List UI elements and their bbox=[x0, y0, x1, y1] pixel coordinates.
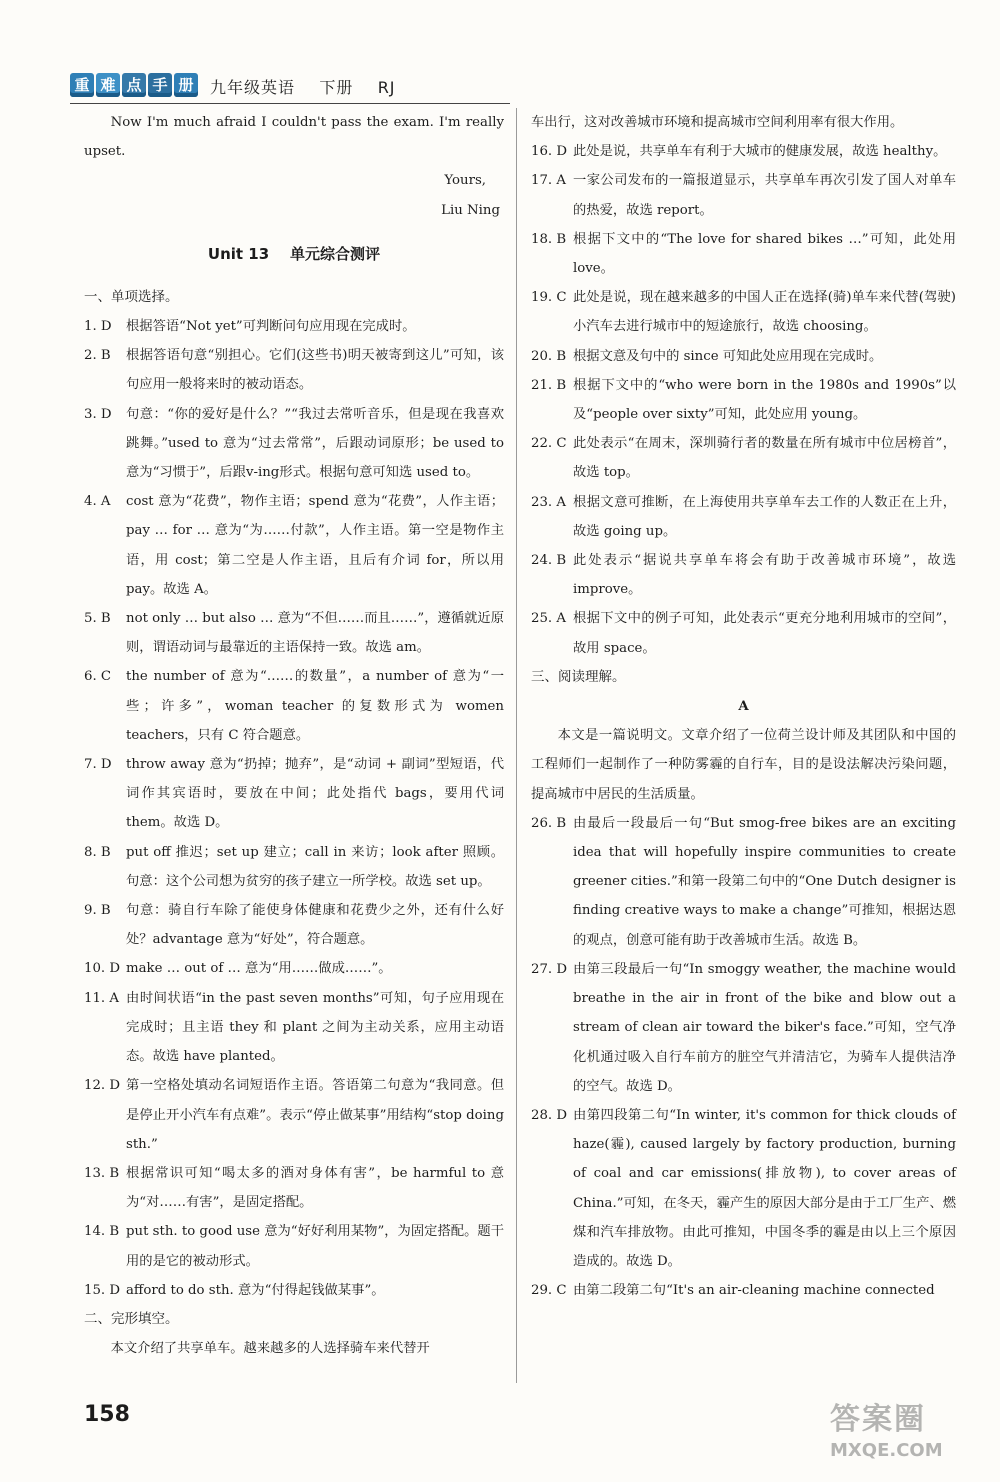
answer-number: 12. D bbox=[84, 1078, 121, 1094]
answer-number: 2. B bbox=[84, 348, 111, 364]
answer-number: 29. C bbox=[531, 1283, 567, 1299]
answer-number: 10. D bbox=[84, 961, 121, 977]
answer-item bbox=[84, 312, 504, 341]
answer-item bbox=[531, 1101, 956, 1276]
answer-number: 11. A bbox=[84, 990, 119, 1006]
unit-title: Unit 13 单元综合测评 bbox=[207, 244, 381, 263]
answer-explanation: 此处表示“在周末，深圳骑行者的数量在所有城市中位居榜首”，故选 top。 bbox=[573, 436, 956, 481]
answer-number: 21. B bbox=[531, 377, 567, 393]
answer-explanation: 由最后一段最后一句“But smog-free bikes are an exciting idea that will hopefully inspire communities to create greener cities.”和第一段第二句中的“One Dutch designer is finding creative ways to make a change”可推知，根据达恩的观点，创意可能有助于改善城市生活。故选 B。 bbox=[573, 815, 956, 948]
answer-explanation: 根据答语句意“别担心。它们(这些书)明天被寄到这儿”可知，该句应用一般将来时的被动语态。 bbox=[126, 348, 504, 393]
answer-number: 1. D bbox=[84, 319, 112, 335]
answer-item bbox=[84, 954, 504, 983]
answer-explanation: 此处表示“据说共享单车将会有助于改善城市环境”，故选 improve。 bbox=[573, 553, 956, 598]
answer-explanation: 根据文意及句中的 since 可知此处应用现在完成时。 bbox=[573, 348, 883, 364]
answer-item bbox=[84, 1217, 504, 1275]
answer-number: 20. B bbox=[531, 348, 567, 364]
answer-number: 24. B bbox=[531, 553, 567, 569]
answer-explanation: 根据下文中的“who were born in the 1980s and 1990s”以及“people over sixty”可知，此处应用 young。 bbox=[573, 377, 956, 423]
answer-number: 8. B bbox=[84, 844, 111, 860]
cloze-intro-continued: 车出行，这对改善城市环境和提高城市空间利用率有很大作用。 bbox=[531, 115, 904, 130]
answer-number: 4. A bbox=[84, 494, 111, 510]
answer-item bbox=[84, 604, 504, 662]
answer-explanation: 由时间状语“in the past seven months”可知，句子应用现在完成时；且主语 they 和 plant 之间为主动关系，应用主动语态。故选 have planted。 bbox=[126, 990, 504, 1065]
answer-item bbox=[531, 488, 956, 546]
answer-item bbox=[531, 166, 956, 224]
answer-item bbox=[531, 371, 956, 429]
answer-item bbox=[84, 896, 504, 954]
answer-item bbox=[84, 400, 504, 488]
letter-closing: Yours, bbox=[444, 173, 486, 189]
answer-number: 9. B bbox=[84, 903, 111, 919]
answer-number: 13. B bbox=[84, 1165, 120, 1181]
logo-char: 点 bbox=[122, 73, 146, 97]
answer-number: 17. A bbox=[531, 173, 566, 189]
answer-explanation: the number of 意为“……的数量”，a number of 意为“一些；许多”，woman teacher 的复数形式为 women teachers，只有 C 符合题意。 bbox=[126, 669, 504, 743]
answer-explanation: 此处是说，现在越来越多的中国人正在选择(骑)单车来代替(驾驶)小汽车去进行城市中的短途旅行，故选 choosing。 bbox=[573, 290, 956, 335]
right-column bbox=[531, 108, 956, 1305]
answer-item bbox=[84, 341, 504, 399]
answer-explanation: 由第四段第二句“In winter, it's common for thick clouds of haze(霾), caused largely by factory production, burning of coal and car emissions(排放物), to cover areas of China.”可知，在冬天，霾产生的原因大部分是由于工厂生产、燃煤和汽车排放物。由此可推知，中国冬季的霾是由以上三个原因造成的。故选 D。 bbox=[573, 1107, 956, 1269]
answer-explanation: not only … but also … 意为“不但……而且……”，遵循就近原则，谓语动词与最靠近的主语保持一致。故选 am。 bbox=[126, 611, 504, 656]
answer-number: 14. B bbox=[84, 1224, 120, 1240]
answer-explanation: 根据常识可知“喝太多的酒对身体有害”，be harmful to 意为“对……有害”，是固定搭配。 bbox=[126, 1165, 504, 1211]
logo-char: 手 bbox=[148, 73, 172, 97]
answer-explanation: 根据下文中的“The love for shared bikes …”可知，此处用 love。 bbox=[573, 231, 956, 277]
header-rule bbox=[70, 103, 510, 104]
answer-explanation: 由第二段第二句“It's an air-cleaning machine connected bbox=[573, 1283, 935, 1299]
answer-explanation: 句意：“你的爱好是什么？”“我过去常听音乐，但是现在我喜欢跳舞。”used to 意为“过去常常”，后跟动词原形；be used to 意为“习惯于”，后跟v-ing形式。根据句意可知选 used to。 bbox=[126, 406, 504, 481]
answer-item bbox=[531, 283, 956, 341]
answer-number: 26. B bbox=[531, 815, 567, 831]
answer-number: 28. D bbox=[531, 1107, 568, 1123]
passage-intro: 本文是一篇说明文。文章介绍了一位荷兰设计师及其团队和中国的工程师们一起制作了一种防雾霾的自行车，目的是设法解决污染问题，提高城市中居民的生活质量。 bbox=[531, 728, 956, 802]
answer-item bbox=[84, 750, 504, 838]
answer-explanation: 一家公司发布的一篇报道显示，共享单车再次引发了国人对单车的热爱，故选 report。 bbox=[573, 173, 956, 218]
letter-body: Now I'm much afraid I couldn't pass the exam. I'm really upset. bbox=[84, 115, 504, 160]
page-number: 158 bbox=[84, 1402, 130, 1427]
answer-item bbox=[531, 955, 956, 1101]
answer-number: 18. B bbox=[531, 231, 567, 247]
passage-label: A bbox=[738, 699, 749, 715]
answer-item bbox=[84, 1276, 504, 1305]
left-column bbox=[84, 108, 504, 1363]
answer-number: 25. A bbox=[531, 611, 566, 627]
answer-list bbox=[84, 312, 504, 1305]
site-watermark bbox=[830, 1400, 980, 1472]
answer-explanation: cost 意为“花费”，物作主语；spend 意为“花费”，人作主语；pay … for … 意为“为……付款”，人作主语。第一空是物作主语，用 cost；第二空是人作主语，且后有介词 for，所以用 pay。故选 A。 bbox=[126, 494, 504, 597]
answer-explanation: make … out of … 意为“用……做成……”。 bbox=[126, 961, 392, 977]
column-divider bbox=[516, 108, 517, 1383]
answer-item bbox=[84, 487, 504, 604]
answer-number: 6. C bbox=[84, 669, 112, 685]
answer-explanation: 根据文意可推断，在上海使用共享单车去工作的人数正在上升，故选 going up。 bbox=[573, 494, 956, 539]
answer-explanation: put sth. to good use 意为“好好利用某物”，为固定搭配。题干用的是它的被动形式。 bbox=[126, 1224, 504, 1269]
watermark-en: MXQE.COM bbox=[830, 1440, 943, 1461]
letter-signature: Liu Ning bbox=[441, 202, 500, 218]
answer-item bbox=[84, 662, 504, 750]
answer-explanation: throw away 意为“扔掉；抛弃”，是“动词 + 副词”型短语，代词作其宾语时，要放在中间；此处指代 bags，要用代词 them。故选 D。 bbox=[126, 757, 504, 831]
answer-item bbox=[531, 137, 956, 166]
section-title: 三、阅读理解。 bbox=[531, 668, 626, 685]
answer-explanation: put off 推迟；set up 建立；call in 来访；look after 照顾。句意：这个公司想为贫穷的孩子建立一所学校。故选 set up。 bbox=[126, 844, 504, 889]
answer-explanation: 由第三段最后一句“In smoggy weather, the machine would breathe in the air in front of the bike and blow out a stream of clean air toward the biker's face.”可知，空气净化机通过吸入自行车前方的脏空气并清洁它，为骑车人提供洁净的空气。故选 D。 bbox=[573, 961, 956, 1094]
book-header bbox=[70, 70, 396, 102]
section-title: 一、单项选择。 bbox=[84, 288, 179, 305]
section-title: 二、完形填空。 bbox=[84, 1310, 179, 1327]
answer-explanation: 此处是说，共享单车有利于大城市的健康发展，故选 healthy。 bbox=[573, 144, 947, 160]
answer-item bbox=[84, 1159, 504, 1217]
answer-item bbox=[531, 429, 956, 487]
answer-explanation: afford to do sth. 意为“付得起钱做某事”。 bbox=[126, 1282, 385, 1298]
cloze-intro: 本文介绍了共享单车。越来越多的人选择骑车来代替开 bbox=[110, 1341, 430, 1357]
answer-number: 27. D bbox=[531, 961, 568, 977]
answer-item bbox=[531, 342, 956, 371]
answer-explanation: 第一空格处填动名词短语作主语。答语第二句意为“我同意。但是停止开小汽车有点难”。表示“停止做某事”用结构“stop doing sth.” bbox=[126, 1078, 504, 1152]
answer-number: 7. D bbox=[84, 757, 112, 773]
book-logo bbox=[70, 73, 200, 99]
answer-explanation: 句意：骑自行车除了能使身体健康和花费少之外，还有什么好处？advantage 意为“好处”，符合题意。 bbox=[126, 903, 504, 948]
answer-item bbox=[531, 546, 956, 604]
answer-item bbox=[531, 225, 956, 283]
reading-answer-list bbox=[531, 809, 956, 1305]
logo-char: 难 bbox=[96, 73, 120, 97]
answer-item bbox=[84, 1071, 504, 1159]
answer-item bbox=[84, 838, 504, 896]
answer-number: 3. D bbox=[84, 406, 112, 422]
answer-list bbox=[531, 137, 956, 663]
answer-explanation: 根据答语“Not yet”可判断问句应用现在完成时。 bbox=[126, 319, 416, 335]
answer-item bbox=[531, 604, 956, 662]
book-title: 九年级英语 下册 RJ bbox=[210, 77, 396, 97]
answer-item bbox=[531, 809, 956, 955]
answer-number: 19. C bbox=[531, 290, 567, 306]
answer-item bbox=[531, 1276, 956, 1305]
logo-char: 册 bbox=[174, 73, 198, 97]
answer-explanation: 根据下文中的例子可知，此处表示“更充分地利用城市的空间”，故用 space。 bbox=[573, 611, 956, 656]
watermark-cn: 答案圈 bbox=[830, 1402, 926, 1437]
answer-number: 15. D bbox=[84, 1282, 121, 1298]
answer-item bbox=[84, 984, 504, 1072]
answer-number: 5. B bbox=[84, 611, 111, 627]
answer-number: 23. A bbox=[531, 494, 566, 510]
answer-number: 22. C bbox=[531, 436, 567, 452]
logo-char: 重 bbox=[70, 73, 94, 97]
answer-number: 16. D bbox=[531, 144, 568, 160]
